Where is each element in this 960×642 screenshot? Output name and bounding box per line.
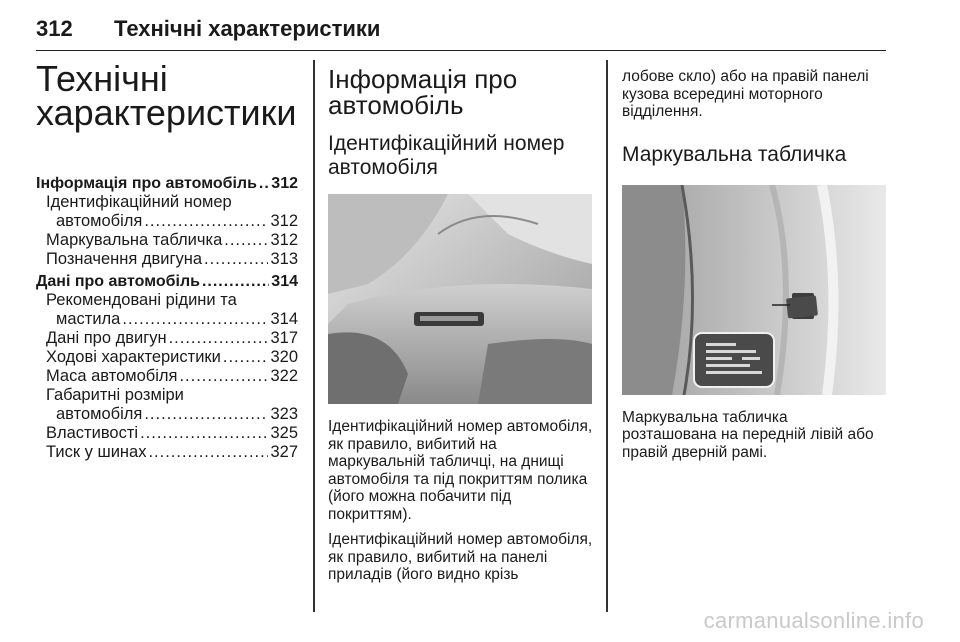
toc-section-vehicle-data[interactable]	[36, 272, 298, 291]
toc-section-label: Дані про автомобіль	[36, 273, 200, 290]
section-title: Інформація про автомобіль	[328, 64, 518, 120]
chapter-title-line: характеристики	[36, 92, 297, 133]
vin-location-image	[328, 194, 592, 404]
toc-leader	[179, 367, 268, 386]
toc-item-label: Властивості	[46, 424, 139, 442]
floor-vin-illustration	[328, 194, 592, 404]
vin-paragraph-2: Ідентифікаційний номер автомобіля, як правило, вибитий на панелі приладів (його видно крізь	[328, 531, 593, 583]
toc-section-label: Інформація про автомобіль	[36, 175, 257, 192]
toc-leader	[223, 348, 269, 367]
toc-item-label: мастила	[56, 310, 121, 328]
content-column-2	[328, 62, 596, 592]
subsection-title-vin: Ідентифікаційний номер автомобіля	[328, 132, 565, 179]
toc-item-label: Позначення двигуна	[46, 250, 203, 268]
identification-plate-image	[622, 185, 886, 395]
toc-page: 313	[270, 250, 298, 268]
subsection-title-plate: Маркувальна табличка	[622, 142, 847, 166]
toc-leader	[202, 272, 269, 291]
toc-page: 312	[271, 175, 298, 192]
watermark: carmanualsonline.info	[703, 608, 924, 633]
toc-leader	[224, 231, 268, 250]
vin-paragraph-1: Ідентифікаційний номер автомобіля, як правило, вибитий на маркувальній табличці, на днищі автомобіля та під покриттям полика (його можна побачити під покриттям).	[328, 418, 593, 523]
toc-item-fluids[interactable]	[36, 310, 298, 329]
toc-page: 312	[270, 212, 298, 230]
vin-paragraph-2-continued: лобове скло) або на правій панелі кузова всередині моторного відділення.	[622, 68, 869, 120]
toc-item-engine-code[interactable]	[36, 250, 298, 269]
toc-page: 327	[270, 443, 298, 461]
toc-item-tyre-pressure[interactable]	[36, 443, 298, 462]
toc-item-label: автомобіля	[56, 405, 143, 423]
toc-page: 322	[270, 367, 298, 385]
toc-item-performance[interactable]	[36, 348, 298, 367]
toc-section-vehicle-info[interactable]	[36, 174, 298, 193]
toc-page: 320	[270, 348, 298, 366]
chapter-title-line: Технічні	[36, 58, 168, 99]
chapter-toc	[36, 58, 298, 462]
content-column-3	[622, 62, 888, 461]
toc-item-label: Маса автомобіля	[46, 367, 178, 385]
page-header	[36, 10, 886, 51]
page-number: 312	[36, 16, 73, 41]
toc-page: 323	[270, 405, 298, 423]
chapter-title	[36, 58, 298, 133]
toc-item-dimensions[interactable]	[36, 405, 298, 424]
toc-item-label: Дані про двигун	[46, 329, 167, 347]
toc-item-label: автомобіля	[56, 212, 143, 230]
toc-leader	[140, 424, 268, 443]
toc-item-plate[interactable]	[36, 231, 298, 250]
toc-item-dimensions-line1[interactable]: Габаритні розміри	[46, 386, 184, 404]
toc-item-vin[interactable]	[36, 212, 298, 231]
toc-leader	[122, 310, 268, 329]
toc-leader	[144, 212, 268, 231]
toc-item-fluids-line1[interactable]: Рекомендовані рідини та	[46, 291, 237, 309]
toc-item-vin-line1[interactable]: Ідентифікаційний номер	[46, 193, 232, 211]
toc-item-label: Ходові характеристики	[46, 348, 221, 366]
toc-page: 314	[271, 273, 298, 290]
toc-leader	[144, 405, 268, 424]
toc-leader	[204, 250, 268, 269]
toc-page: 312	[270, 231, 298, 249]
toc-page: 317	[270, 329, 298, 347]
toc-item-label: Тиск у шинах	[46, 443, 147, 461]
door-frame-plate-illustration	[622, 185, 886, 395]
toc-item-label: Маркувальна табличка	[46, 231, 223, 249]
toc-leader	[148, 443, 268, 462]
plate-caption-title: Маркувальна табличка	[622, 408, 788, 426]
plate-caption-text: розташована на передній лівій або правій дверній рамі.	[622, 426, 874, 461]
column-divider	[313, 60, 315, 612]
toc-page: 325	[270, 424, 298, 442]
toc-item-weight[interactable]	[36, 367, 298, 386]
toc-leader	[169, 329, 269, 348]
toc-page: 314	[270, 310, 298, 328]
toc-item-capacities[interactable]	[36, 424, 298, 443]
column-divider	[606, 60, 608, 612]
toc-leader	[259, 174, 269, 193]
toc-item-engine-data[interactable]	[36, 329, 298, 348]
running-title: Технічні характеристики	[114, 16, 381, 41]
